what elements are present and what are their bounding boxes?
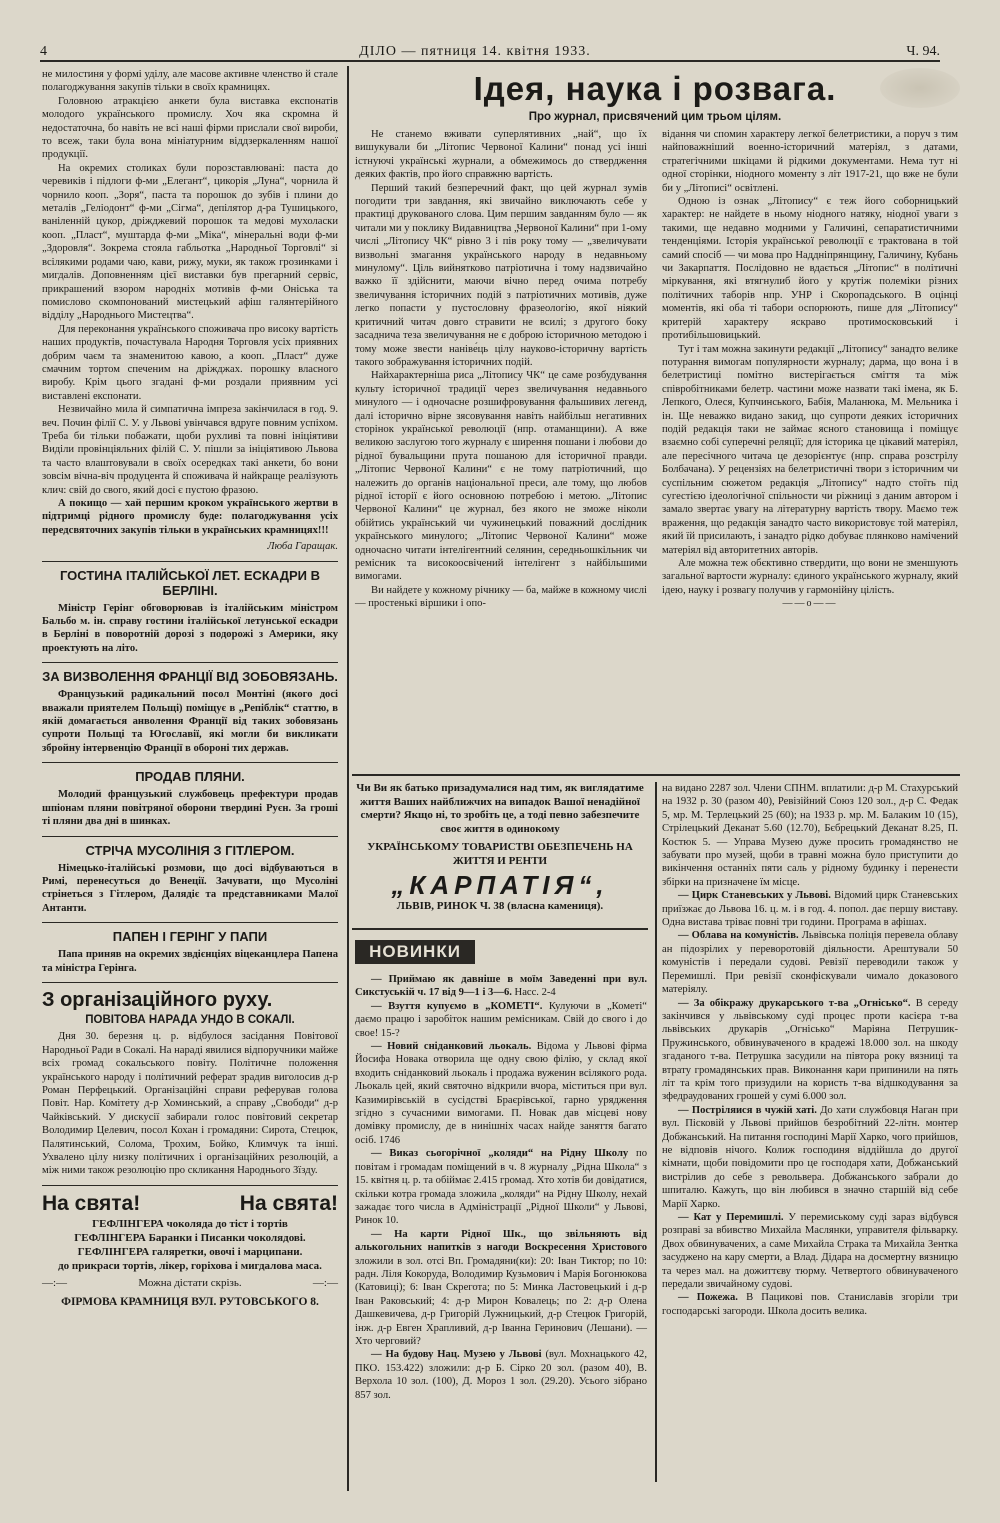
org-section-title: З організаційного руху. bbox=[42, 988, 273, 1011]
paragraph: Тут і там можна закинути редакції „Літопису“ занадто велике потурання вимогам популярности журналу; дарма, що вона і в белетристиці помітно вистерігається сміття та між співробітниками белетр. частини може назвати такі імена, як Б. Лепкого, Олеся, Купчинського, Бабія, Маланюка, М. Мельника і ін. Ще неважко видано закид, що супроти деяких історичних подій редакція таки не займає ясного становища і поміщує взаємно собі суперечні реляції; для історика це цікавий матеріял, але пересічного читача це дезорієнтує (нпр. справа розстрілу Болбачана). У рецензіях на белетристичні твори з історичним чи суспільним сюжетом редакція „Літопису“ надто стоїть під сугестією ідеологічної спільности чи ріжниці з даним автором і замало звертає увагу на літературну вартість твору. Маємо теж враження, що редакція занадто часто використовує той матеріял, який їй присилають, і занадто рідко добуває плянково намічений матеріял від авторитетних авторів. bbox=[662, 343, 958, 556]
news-item bbox=[662, 889, 958, 929]
news-item-text: (вул. Мохнацького 42, ПКО. 153.422) зложили: д-р Б. Сірко 20 зол. (разом 40), В. Верхола 10 зол. (100), Д. Мороз 1 зол. (29.20). Усього зібрано 857 зол. bbox=[355, 1349, 647, 1401]
short-articles bbox=[42, 561, 338, 975]
news-item bbox=[355, 1000, 647, 1040]
org-section-text: Дня 30. березня ц. р. відбулося засідання Повітової Народньої Ради в Сокалі. На нараді явилися відпоручники майже всіх громад сокальського повіту. Політичне положення українського народу і політичний реферат зрадив виголосив д-р Роман Перфецький. Організаційні справи реферував голова Повіт. Нар. Комітету д-р Хоминський, а справу „Свободи“ д-р Чайківський. У дискусії забирали голос повітовий секретар Володимир Целевич, посол Кохан і громадяни: Сирота, Стецюк, Палятинський, Солома, Трохим, Бойко, Климчук та інші. Ухвалено цілу низку політичних і організаційних резолюцій, а між ними також резолюцію про скликання Народнього Зїзду. bbox=[42, 1031, 338, 1177]
news-column-1 bbox=[355, 973, 647, 1402]
news-item bbox=[355, 1228, 647, 1349]
news-item-text: Насс. 2-4 bbox=[514, 987, 556, 999]
news-item-text: Відомий цирк Станевських приїзжає до Львова 16. ц. м. і в год. 4. попол. дає першу виставу. Одна вистава тріває повні три години. Програма в афішах. bbox=[662, 890, 959, 929]
signature: Люба Гаращак. bbox=[267, 541, 338, 553]
news-item-text: зложили в зол. отсі Вп. Громадяни(ки): 20: Іван Тиктор; по 10: радн. Ліля Кокоруда, Володимир Кузьмович і Марія Богонюкова (Катовиці); 6: Іван Скрегота; по 5: Минка Ластовецький і д-р Іван Раковський; 4: д-р Мирон Ковалець; по 2: д-р Олена Дашкевичева, д-р Григорій Лужницький, д-р Стецюк Григорій, інж. д-р Евген Храпливий, д-р Іванна Геринович (Лешани). — Хто черговий? bbox=[355, 1255, 647, 1347]
paragraph: Найхарактерніша риса „Літопису ЧК“ це саме розбудування культу історичної традиції через звеличування недавнього минулого — і одночасне розшифровування фальшивих легенд, далі історично вірне зясовування навіть найбільш негативних сторінок української революції (нпр. отаманщини). А вже великою заслугою того журналу є ширення пошани і любови до рідної бувальщини прута пошаною для історичної правди. „Літопис Червоної Калини“ є не тому патріотичний, що належить до органів національної преси, але тому, що любов рідної історії є його основною потребою і метою. „Літопис Червоної Калини“ це журнал, без якого не зможе ніколи обійтись український чи чужинецький поважний дослідник українського минулого; „Літопис Червоної Калини“ може одночасно читати інтелігентний селянин, середньошкільник чи ремісник та високоосвічений інтелігент з найбільшими вимогами. bbox=[355, 370, 647, 583]
karpatia-company: УКРАЇНСЬКОМУ ТОВАРИСТВІ ОБЕЗПЕЧЕНЬ НА ЖИТТЯ И РЕНТИ bbox=[367, 841, 633, 867]
karpatia-insurance-ad bbox=[352, 782, 648, 920]
paragraph: Для переконання українського споживача про високу вартість наших продуктів, почастувала Народня Торговля усіх приявних добрим чаєм та знаменитою кавою, а кооп. „Пласт“ дуже смачним тортом спеченим на дріжджах. порошку власного виробу. Крім цього згадані ф-ми роздали приявним усі виставлені експонати. bbox=[42, 323, 338, 402]
karpatia-address: ЛЬВІВ, РИНОК Ч. 38 (власна камениця). bbox=[396, 900, 604, 912]
news-item-title: — Облава на комуністів. bbox=[678, 930, 799, 942]
news-item-title: — За обікражу друкарського т-ва „Огнісько“. bbox=[678, 997, 911, 1009]
news-item-text: В середу закінчився у львівському суді процес проти касієра т-ва львівських друкарів „Огнісько“ Маріяна Петрушик-Пружинського, обвинуваченого в крадежі 18.000 зол. на шкоду згаданого т-ва. Петрушка засудили на півтора року вязниці та втрату громадянських прав. Виконання кари припинили на пять літ та крім того призудили на користь т-ва відшкодування за зфедраудованих грошей у сумі 6.000 зол. bbox=[662, 997, 958, 1103]
holiday-ad-headline: На свята! На свята! bbox=[42, 1191, 338, 1215]
news-item-text: До хати службовця Наган при вул. Пісковій у Львові прийшов безробітний 22-літн. монтер Добжанський. На питання господині Марії Харко, чого прийшов, не відповів нічого. Колиж господиня віддійшла до другої кімнати, щоби повідомити про це господаря хати, Добжанський вистрілив до себе з револьвера. Добжанського забрали до шпиталю. Кажуть, що він любився в значно старшій від себе Марії Харко. bbox=[662, 1104, 958, 1210]
paragraph: А покищо — хай першим кроком українського жертви в підтримці рідного промислу буде: полагоджування усіх передсвяточних закупів тільки в українських крамницях!!! bbox=[42, 498, 338, 536]
news-column-2 bbox=[662, 782, 958, 1318]
news-continuation: на видано 2287 зол. Члени СПНМ. вплатили: д-р М. Стахурський на 1932 р. 30 (разом 40), Ревізійний Союз 120 зол., д-р С. Федак 5, мр. М. Терлецький 25 (60); на 1933 р. мр. М. Балаким 10 (15), Стрілецький Деканат 5.60 (12.70), Бєбрецький Деканат 8.25, П. Костюк 5. — Управа Музею дуже просить громадянство не забувати про музей, щоби в травні можна було приступити до викінчення останніх пяти саль у рідному будинку і перенести збірки на призначене їм місце. bbox=[662, 783, 958, 888]
news-item-title: — Взуття купуємо в „КОМЕТІ“. bbox=[371, 1000, 543, 1012]
holiday-ad-line: ГЕФЛІНГЕРА Баранки і Писанки чоколядові. bbox=[74, 1231, 306, 1244]
karpatia-brand: „КАРПАТІЯ“, bbox=[391, 870, 609, 900]
holiday-ad-line: ГЕФЛІНГЕРА чоколяда до тіст і тортів bbox=[92, 1217, 288, 1230]
news-item-title: — Цирк Станевських у Львові. bbox=[678, 890, 831, 902]
column-divider bbox=[347, 66, 349, 1491]
masthead-date: ДІЛО — пятниця 14. квітня 1933. bbox=[359, 44, 591, 59]
news-item bbox=[355, 973, 647, 1000]
article-text: Папа приняв на окремих звдієнціях віцеканцлера Папена та міністра Герінга. bbox=[42, 949, 338, 974]
section-rule bbox=[352, 774, 960, 776]
news-item bbox=[662, 1291, 958, 1318]
holiday-ad-line: до прикраси тортів, лікер, горіхова і мигдалова маса. bbox=[58, 1259, 322, 1272]
news-item-text: В Пацикові пов. Станиславів згоріли три господарські загороди. Школа досить велика. bbox=[662, 1292, 958, 1317]
news-item-title: — На карти Рідної Шк., що звільняють від алькогольних напитків з нагоди Воскресення Христового bbox=[355, 1228, 647, 1254]
karpatia-question: Чи Ви як батько призадумалися над тим, як виглядатиме життя Ваших найближчих на випадок Вашої ненадійної смерти? Якщо ні, то зробіть це, а тоді певно забезпечите своє життя в одинокому bbox=[356, 782, 644, 835]
article-text: Німецько-італійські розмови, що досі відбуваються в Римі, перенесуться до Венеції. Зачувати, що Мусоліні стрінеться з Гітлером, Далядіє та представниками Малої Антанти. bbox=[42, 862, 338, 914]
news-item-text: Кулуючи в „Кометі“ даємо працю і заробіток нашим ремісникам. Свій до свого і до свое! 15-? bbox=[355, 1000, 647, 1039]
article-text: Міністр Герінг обговорював із італійським міністром Бальбо м. ін. справу гостини італійської летунської ескадри в Берліні в поворотній дорозі з подорожі з Америки, яку проектують на літо. bbox=[42, 602, 338, 654]
paragraph: Одною із ознак „Літопису“ є теж його соборницький характер: не найдете в ньому ніодного натяку, ніодної уваги з такими, ще недавно модними у Галичині, сепаратистичними тенденціями. Історія української революції є трактована в той самий спосіб — чи мова про Наддніпрянщину, Галичину, Кубань чи Закарпаття. Послідовно не вдається „Літопис“ в політичні міркування, які втягнулиб його у крутіж полеміки різних політичних таборів нпр. УНР і Скоропадського. В оцінці моментів, які оба ті табори оспорюють, пише для „Літопису“ критерій характеру яскраво протимосковський і протибільшовицький. bbox=[662, 196, 958, 342]
column-left bbox=[42, 68, 338, 1310]
paragraph: Незвичайно мила й симпатична імпреза закінчилася в год. 9. веч. Почин філії С. У. у Львові увінчався вдруге повним успіхом. Треба би тільки побажати, щоби рухливі та повні ініціятиви Виділи провінціяльних філій С. У. пішли за ініціятивою Львова та часто влаштовували в своїх осередках такі анкети, бо вони зовсім вічна-віч продуцента й споживача й найкраще реалізують клич: свій до свого, який досі є пустою фразою. bbox=[42, 404, 338, 496]
news-item bbox=[355, 1147, 647, 1227]
news-item bbox=[662, 929, 958, 996]
news-item-text: Львівська поліція перевела облаву ан підозрілих у переворотовій діяльности. Арештували 50 комуністів і передали судові. Ревізії переводили також у Перемишлі. При ревізії сконфіскували чимало доказового матеріялу. bbox=[662, 930, 958, 996]
news-item-title: — Виказ сьогорічної „коляди“ на Рідну Школу bbox=[371, 1148, 629, 1160]
news-item-text: Відома у Львові фірма Йосифа Новака отворила ще одну свою філію, у склад якої входить сніданковий льокаль і продажа вуженин всілякого рода. Льокаль цей, який святочно відкрили вчора, міститься при вул. Казимирівській в сусідстві Браєрівської, гарно урядження згідно з сучасними вимогами. П. Новак дав місцеві нову домівку промислу, де в нинішніх часах найде заняття багато осіб. 1746 bbox=[355, 1041, 647, 1146]
divider bbox=[42, 1185, 338, 1186]
paragraph: Не станемо вживати суперлятивних „най“, що їх вишукували би „Літопис Червоної Калини“ понад усі інші істнуючі українські журнали, а обмежимось до ствердження деяких фактів, про його справжню вартість. bbox=[355, 129, 647, 181]
holiday-ad-availability: —:— Можна дістати скрізь. —:— bbox=[42, 1276, 338, 1289]
divider bbox=[42, 836, 338, 837]
paragraph: не милостиня у формі уділу, але масове активне членство й стале полагоджування закупів тільки в своїх крамницях. bbox=[42, 69, 338, 94]
divider bbox=[42, 561, 338, 562]
news-item-text: по повітам і громадам поміщений в ч. 8 журналу „Рідна Школа“ з 15. квітня ц. р. та обіймає 2.415 громад. Хто хотів би довідатися, скільки котра громада зложила „коляди“ на Рідну Школу, нехай зажадає того числа в Адміністрації „Рідної Школи“ у Львові, Ринок 10. bbox=[355, 1148, 647, 1227]
news-item-title: — Пожежа. bbox=[678, 1292, 738, 1304]
news-item bbox=[355, 1040, 647, 1147]
page-number: 4 bbox=[40, 44, 47, 59]
paragraph: Перший такий безперечний факт, що цей журнал зумів погодити три завдання, які звичайно виключають себе у практиці друкованого слова. Цим першим завданням було — як читали ми у поклику Видавництва „Червоної Калини“ при 1-ому числі „Літопису ЧК“ рівно 3 і пів року тому — „звеличувати визвольні змагання українського народу в недавньому минулому“. Ціль вийнятково патріотична і тому надзвичайно важко її здійснити, маючи вічно перед очима потребу звеличування історичних подій з патріотичних мотивів, дуже легко попасти у пустословну фразеологію, якої ніякий критичний читач довго стравити не всилі; з другого боку засаднича теза звеличування не є доброю історичною методою і тому може звести наніве́ць цілу науково-історичну вартість такого зображування історичних подій. bbox=[355, 182, 647, 368]
paragraph: На окремих столиках були порозставлювані: паста до черевиків і підлоги ф-ми „Елегант“, цикорія „Луна“, чорнила й чорнило кооп. „Зоря“, паста та порошок до зубів і плини до металів „Геліодонт“ ф-ми „Сігма“, депілятор д-ра Тушицького, ваніленній цукор, дріжджевий порошок та медові мухоласки кооп. „Пласт“, муштарда ф-ми „Міка“, мінеральні води ф-ми „Здоровля“. Зокрема стояла габльотка „Народньої Торговлі“ зі всілякими родами чаю, кави, рижу, муки, як також грозинками і мигдалів. Доповненням цієї виставки був прегарний сервіс, прикрашений взором народніх мотивів ф-ми Оніська та помислово скомпонований мистецький афіш галянтерійного відділу „Народнього Мистецтва“. bbox=[42, 162, 338, 322]
divider bbox=[42, 922, 338, 923]
article-text: Молодий французький службовець префектури продав шпіонам пляни повітряної оборони твердині Руєн. За гроші ті пляни два дні в шинках. bbox=[42, 789, 338, 828]
holiday-ad bbox=[42, 1191, 338, 1310]
feature-column-1 bbox=[355, 128, 647, 611]
news-item bbox=[355, 1348, 647, 1402]
column-divider bbox=[655, 782, 657, 1482]
holiday-ad-line: ГЕФЛІНГЕРА галяретки, овочі і марципани. bbox=[77, 1245, 303, 1258]
org-section-subtitle: ПОВІТОВА НАРАДА УНДО В СОКАЛІ. bbox=[85, 1013, 295, 1026]
paragraph: Головною атракцією анкети була виставка експонатів молодого українського промислу. Хоч яка скромна й недостаточна, бо навіть не всі наші фірми прислали свої вироби, то всеж, таки була вона мініатурним віддзеркаленням нашої продукції. bbox=[42, 95, 338, 161]
feature-column-2 bbox=[662, 128, 958, 611]
feature-subtitle: Про журнал, присвячений цим трьом цілям. bbox=[528, 111, 782, 123]
feature-title: Ідея, наука і розвага. bbox=[473, 70, 837, 107]
section-rule bbox=[352, 928, 648, 930]
article-title: ПРОДАВ ПЛЯНИ. bbox=[135, 769, 245, 785]
intro-article bbox=[42, 68, 338, 537]
divider bbox=[42, 762, 338, 763]
divider bbox=[42, 982, 338, 983]
article-title: ПАПЕН І ГЕРІНГ У ПАПИ bbox=[112, 929, 268, 945]
article-text: Французький радикальний посол Монтіні (якого досі вважали приятелем Польщі) поміщує в „Репіблік“ статтю, в якій домагається анволення Франції від таких зобовязань супроти Польщі та Югославії, які могли би викликати збройну інтервенцію Франції в обороні тих держав. bbox=[42, 689, 338, 754]
news-item bbox=[662, 997, 958, 1104]
page-header bbox=[40, 38, 940, 62]
paragraph: Але можна теж обєктивно ствердити, що вони не зменшують загальної вартости журналу: єдиного українського журналу, який ідею, науку і розвагу получив у гармонійну цілість. bbox=[662, 558, 958, 596]
article-title: ГОСТИНА ІТАЛІЙСЬКОЇ ЛЕТ. ЕСКАДРИ В БЕРЛІНІ. bbox=[59, 567, 320, 598]
news-item-title: — Кат у Перемишлі. bbox=[678, 1212, 784, 1223]
news-item-title: — Приймаю як давніше в моїм Заведенні при вул. Сикстуській ч. 17 від 9—1 і 3—6. bbox=[355, 974, 647, 999]
holiday-ad-shop: ФІРМОВА КРАМНИЦЯ ВУЛ. РУТОВСЬКОГО 8. bbox=[61, 1296, 319, 1309]
news-item-title: — Новий сніданковий льокаль. bbox=[371, 1041, 532, 1053]
article-title: ЗА ВИЗВОЛЕННЯ ФРАНЦІЇ ВІД ЗОБОВЯЗАНЬ. bbox=[42, 669, 338, 685]
news-item-text: У перемиському суді зараз відбувся розправі за вбивство Михайла Маслянки, управителя фільварку. Двох обвинувачених, а саме Михайла Страка та Михайла Зентка засуджено на кару смерти, а Влад. Дідара на досмертну вязницю та через мал. на дожиттєву тюрму. Четвертого обвинуваченого передали звичайному судові. bbox=[662, 1212, 958, 1291]
paragraph: відання чи спомин характеру легкої белетристики, а поруч з тим найповажніший военно-історичний матеріял, з датами, стратегічними шкіцами й рідкими документами. Нема тут ні одної сторінки, ніодного моменту з літ 1917-21, що вже не були би у „Літописі“ освітлені. bbox=[662, 129, 958, 194]
issue-number: Ч. 94. bbox=[906, 44, 940, 59]
news-item bbox=[662, 1211, 958, 1291]
divider bbox=[42, 662, 338, 663]
news-item-title: — Постріляися в чужій хаті. bbox=[678, 1104, 817, 1116]
paragraph: Ви найдете у кожному річнику — ба, майже в кожному числі — простенькі віршики і опо- bbox=[355, 584, 647, 610]
end-mark: ——о—— bbox=[782, 598, 838, 610]
news-section-label: НОВИНКИ bbox=[355, 940, 475, 964]
article-title: СТРІЧА МУСОЛІНІЯ З ГІТЛЕРОМ. bbox=[85, 842, 295, 858]
news-item bbox=[662, 1104, 958, 1211]
news-item-title: — На будову Нац. Музею у Львові bbox=[371, 1349, 542, 1361]
